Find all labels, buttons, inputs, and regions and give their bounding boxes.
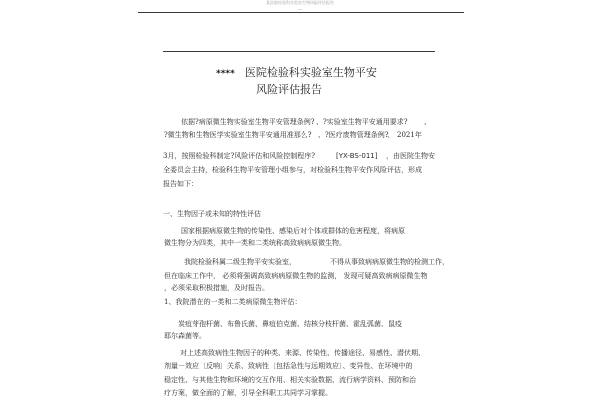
s1-p3-line-4: 疗方案，做全面的了解，引导全科职工共同学习掌握。 — [164, 389, 332, 397]
intro-year: 2021年 — [397, 131, 422, 139]
header-rule — [138, 12, 464, 13]
header-dash: — — [298, 6, 302, 11]
s1-list-line-2: 耶尔森菌等。 — [164, 332, 206, 340]
intro-doc-code: [YX-BS-011] — [336, 152, 378, 160]
intro-line-1b: 、?实验室生物平安通用要求? — [316, 118, 408, 126]
intro-line-5: 报告如下： — [163, 180, 198, 188]
title-stars: **** — [216, 69, 235, 79]
intro-line-2b: 、?医疗废物管理条例? — [318, 131, 389, 139]
intro-line-2c: 、 — [387, 131, 394, 139]
s1-p2-line-1b: 不得从事致病病原微生物的检测工作， — [330, 258, 449, 266]
intro-line-4: 全委员会主持，检验科生物平安管理小组参与，对检验科生物平安作风险评估，形成 — [163, 166, 422, 174]
s1-subheading-1: 1、我院潜在的一类和二类病原微生物评估： — [164, 298, 302, 306]
intro-line-3b: ，由医院生物安 — [386, 152, 435, 160]
s1-p2-line-1a: 我院检验科属二级生物平安实验室， — [184, 258, 296, 266]
s1-p2-line-2: 但在临床工作中， 必须将强调高致病病原微生物的监测， 发现可疑高致病病原微生物 — [164, 272, 428, 280]
running-header: 某医院检验科实验室生物风险评估报告 — [266, 0, 334, 5]
s1-p1-line-2: 微生物分为四类，其中一类和二类统称高致病病原微生物。 — [164, 239, 346, 247]
title-rule — [163, 51, 435, 52]
title-text-1: 医院检验科实验室生物平安 — [244, 66, 377, 79]
document-title-line-1 — [216, 66, 377, 81]
s1-p3-line-1: 对上述高致病性生物因子的种类、来源、传染性、传播途径、易感性、潜伏期、 — [180, 349, 425, 357]
s1-p3-line-2: 剂量－效应〔反响〕关系、致病性〔包括急性与远期效应〕、变异性、在环境中的 — [164, 362, 413, 370]
intro-line-1c: 、 — [424, 118, 431, 126]
s1-list-line-1: 炭疽芽孢杆菌、布鲁氏菌、鼻疽伯克菌、结核分枝杆菌、霍乱弧菌、鼠疫 — [178, 320, 402, 328]
document-title-line-2: 风险评估报告 — [256, 83, 322, 96]
intro-line-3a: 3月，按照检验科制定?风险评估和风险控制程序? — [163, 152, 315, 160]
section-1-heading: 一、生物因子或未知的特性评估 — [163, 210, 261, 218]
s1-p2-line-3: ，必须采取积极措施，及时报告。 — [164, 284, 269, 292]
s1-p1-line-1: 国家根据病原微生物的传染性、感染后对个体或群体的危害程度，将病原 — [181, 227, 405, 235]
intro-line-2a: ?微生物和生物医学实验室生物平安通用准那么? — [164, 131, 312, 139]
s1-p3-line-3: 稳定性、与其他生物和环境的交互作用、相关实验数据、流行病学资料、预防和治 — [164, 376, 416, 384]
intro-line-1a: 依据?病原微生物实验室生物平安管理条例? — [181, 118, 315, 126]
